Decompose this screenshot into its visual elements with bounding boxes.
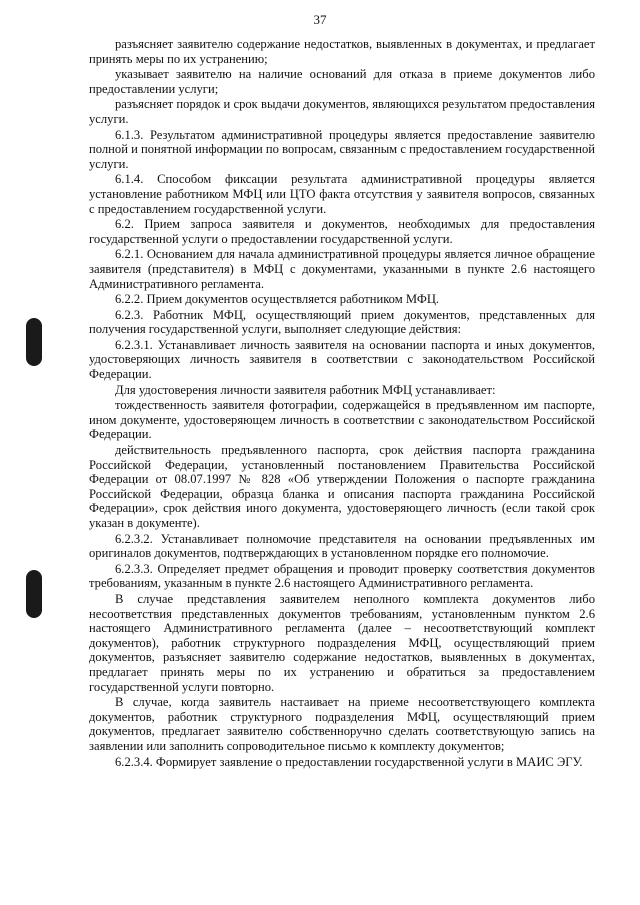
- paragraph: 6.2.3.1. Устанавливает личность заявителя на основании паспорта и иных документов, удостоверяющих личность заявителя в соответствии с законодательством Российской Федерации.: [89, 337, 595, 382]
- paragraph: В случае представления заявителем неполного комплекта документов либо несоответствия представленных документов требованиям, установленным пунктом 2.6 настоящего Административного регламента (далее – несоответствующий комплект документов), работник структурного подразделения МФЦ, осуществляющий прием документов, разъясняет заявителю содержание недостатков, выявленных в документах, предлагает принять меры по их устранению и обратиться за предоставлением государственной услуги повторно.: [89, 591, 595, 694]
- binder-hole-bottom: [26, 570, 42, 618]
- paragraph: 6.2.3.4. Формирует заявление о предоставлении государственной услуги в МАИС ЭГУ.: [115, 754, 583, 769]
- page-number: 37: [313, 12, 327, 27]
- paragraph: 6.1.4. Способом фиксации результата административной процедуры является установление работником МФЦ или ЦТО факта отсутствия у заявителя вопросов, связанных с предоставлением государственной услуги.: [89, 172, 595, 216]
- paragraph: тождественность заявителя фотографии, содержащейся в предъявленном им паспорте, ином документе, удостоверяющем личность в соответствии с законодательством Российской Федерации.: [89, 398, 595, 442]
- paragraph: разъясняет порядок и срок выдачи документов, являющихся результатом предоставления услуги.: [89, 97, 595, 126]
- paragraph: 6.2.3.2. Устанавливает полномочие представителя на основании предъявленных им оригиналов документов, подтверждающих в установленном порядке его полномочие.: [89, 531, 595, 561]
- paragraph: 6.2.2. Прием документов осуществляется работником МФЦ.: [115, 292, 440, 307]
- paragraph: действительность предъявленного паспорта, срок действия паспорта гражданина Российской Федерации, установленный постановлением Правительства Российской Федерации от 08.07.1997 № 828 «Об утверждении Положения о паспорте гражданина Российской Федерации, образца бланка и описания паспорта гражданина Российской Федерации», срок действия иного документа, удостоверяющего личность (если такой срок указан в документе).: [89, 443, 595, 530]
- paragraph: разъясняет заявителю содержание недостатков, выявленных в документах, и предлагает принять меры по их устранению;: [89, 37, 595, 66]
- document-body: [89, 37, 595, 769]
- paragraph: 6.2.3. Работник МФЦ, осуществляющий прием документов, представленных для получения государственной услуги, выполняет следующие действия:: [89, 307, 595, 337]
- paragraph: указывает заявителю на наличие оснований для отказа в приеме документов либо предоставлении услуги;: [89, 67, 595, 96]
- paragraph: 6.2. Прием запроса заявителя и документов, необходимых для предоставления государственной услуги о предоставлении государственной услуги.: [89, 217, 595, 246]
- paragraph: 6.2.3.3. Определяет предмет обращения и проводит проверку соответствия документов требованиям, указанным в пункте 2.6 настоящего Административного регламента.: [89, 561, 595, 591]
- paragraph: Для удостоверения личности заявителя работник МФЦ устанавливает:: [115, 382, 496, 397]
- paragraph: В случае, когда заявитель настаивает на приеме несоответствующего комплекта документов, работник структурного подразделения МФЦ, осуществляющий прием документов, предлагает заявителю собственноручно сделать соответствующую запись на заявлении или заполнить сопроводительное письмо к комплекту документов;: [89, 695, 595, 753]
- paragraph: 6.1.3. Результатом административной процедуры является предоставление заявителю полной и понятной информации по вопросам, связанным с предоставлением государственной услуги.: [89, 127, 595, 171]
- paragraph: 6.2.1. Основанием для начала административной процедуры является личное обращение заявителя (представителя) в МФЦ с документами, указанными в пункте 2.6 настоящего Административного регламента.: [89, 247, 595, 291]
- binder-hole-top: [26, 318, 42, 366]
